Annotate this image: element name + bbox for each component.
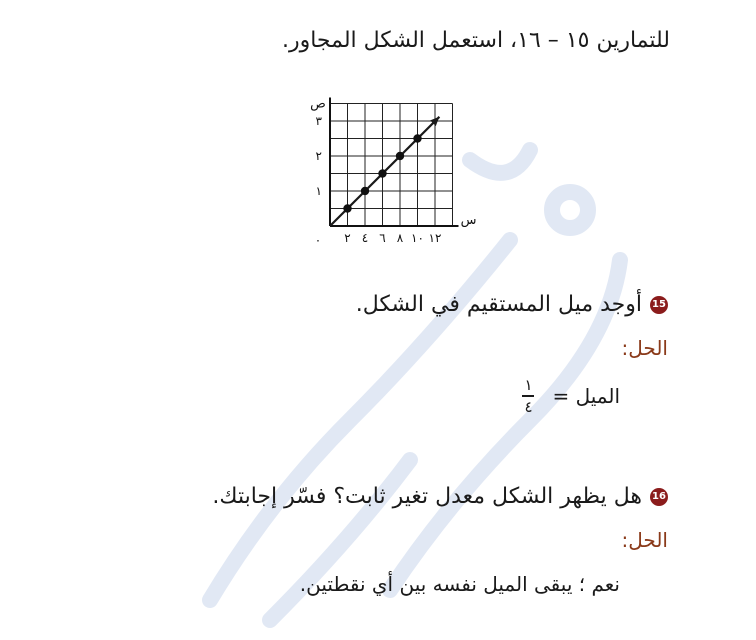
question-15-answer [522, 376, 620, 416]
slope-fraction [522, 376, 534, 416]
question-number-badge: 16 [650, 488, 668, 506]
question-16-solution-label: الحل: [621, 528, 668, 552]
slope-label: الميل = [552, 383, 620, 408]
question-number-badge: 15 [650, 296, 668, 314]
y-tick-label: ٢ [315, 149, 322, 163]
question-15-text: أوجد ميل المستقيم في الشكل. [355, 292, 642, 317]
question-16 [212, 484, 668, 509]
y-tick-label: ١ [315, 184, 322, 198]
data-point [361, 187, 369, 195]
question-16-answer: نعم ؛ يبقى الميل نفسه بين أي نقطتين. [299, 572, 620, 596]
tick-labels [310, 97, 476, 248]
data-point [378, 169, 386, 177]
coordinate-graph [296, 80, 486, 250]
y-tick-label: ٣ [315, 114, 322, 128]
x-tick-label: ٦ [379, 231, 386, 245]
data-point [343, 204, 351, 212]
x-tick-label: ٨ [396, 231, 404, 245]
question-16-text: هل يظهر الشكل معدل تغير ثابت؟ فسّر إجابتك. [212, 484, 642, 509]
data-point [413, 134, 421, 142]
fraction-numerator: ١ [524, 376, 533, 394]
y-axis-label: ص [310, 96, 326, 112]
data-series [330, 117, 439, 226]
origin-label: ٠ [314, 233, 322, 247]
x-tick-label: ١٢ [428, 231, 442, 245]
question-15 [356, 292, 668, 317]
x-tick-label: ٢ [344, 231, 351, 245]
intro-text: للتمارين ١٥ – ١٦، استعمل الشكل المجاور. [281, 28, 670, 53]
x-axis-label: س [460, 213, 477, 228]
question-15-solution-label: الحل: [621, 336, 668, 360]
fraction-denominator: ٤ [524, 397, 533, 416]
fraction-bar [522, 395, 534, 397]
x-tick-label: ٤ [361, 231, 369, 245]
data-point [396, 152, 404, 160]
x-tick-label: ١٠ [411, 231, 424, 245]
